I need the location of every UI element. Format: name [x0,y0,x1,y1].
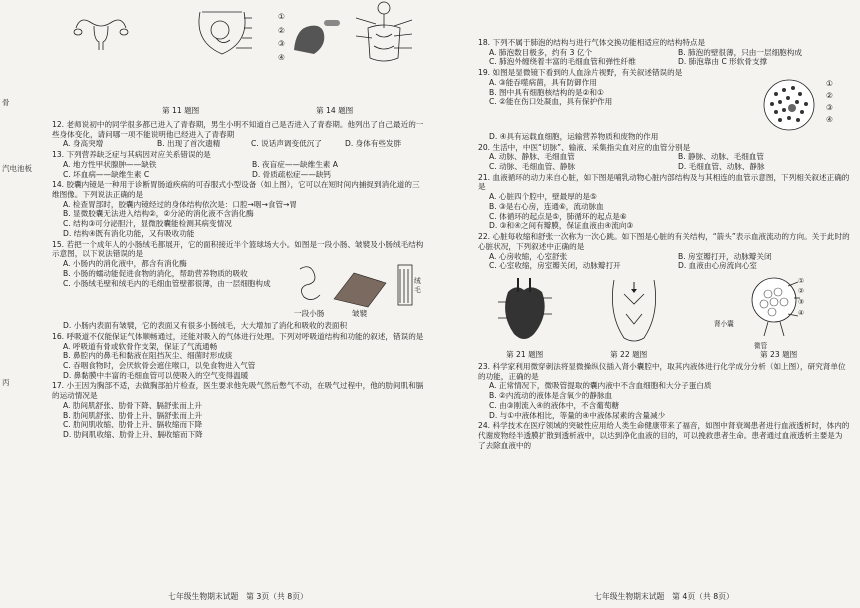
option-b: B. 肺泡的壁很薄，只由一层细胞构成 [678,47,802,57]
option-b: B. 肋间肌舒张、肋骨上升、膈舒张而上升 [63,410,203,420]
figures-row-11-14 [52,0,424,120]
question-stem: 18. 下列不属于肺泡的结构与进行气体交换功能相适应的结构特点是 [478,38,706,47]
fig22-caption: 第 22 题图 [610,349,648,359]
fig-label: 绒毛 [414,277,421,294]
option-a: A. 小肠内的消化液中，都含有消化酶 [63,259,187,269]
question-14 [52,180,424,238]
option-a: A. 心脏四个腔中，壁最厚的是⑤ [489,192,597,202]
option-d: D. 鼻黏膜中丰富的毛细血管可以使吸入的空气变得温暖 [63,370,249,380]
fig11-caption: 第 11 题图 [162,106,200,115]
option-a: A. 肋间肌舒张、肋骨下降、膈舒张而上升 [63,400,202,410]
fig-label: ① [798,276,805,285]
option-c: C. 小肠绒毛壁和绒毛内的毛细血管壁都很薄，由一层细胞构成 [63,278,271,288]
option-d: D. 肺泡靠由 C 形软骨支撑 [678,57,768,67]
fig21-caption: 第 21 题图 [506,349,544,359]
question-stem: 16. 呼吸道不仅能保证气体顺畅通过，还能对吸入的气体进行处理。下列对呼吸道结构和功能的叙述，错误的是 [52,331,424,341]
right-page [478,0,850,608]
option-a: A. 身高突增 [63,139,104,149]
option-b: B. 静脉、动脉、毛细血管 [678,152,764,162]
question-24 [478,421,850,450]
question-stem: 24. 科学技术在医疗领域的突破性应用给人类生命健康带来了福音，如图中肾衰竭患者进行血液透析时，体内的代谢废物经半透膜扩散到透析液中，以达到净化血液的目的，可以挽救患者生命。患者通过血液透析主要是为了去除血液中的 [478,421,850,450]
option-a: A. 动脉、静脉、毛细血管 [489,152,575,162]
fig19-labels [826,78,833,127]
female-reproductive-figure [70,6,132,54]
option-d: D. 毛细血管、动脉、静脉 [678,162,765,172]
question-13 [52,150,424,179]
option-b: B. 显微胶囊无法进入结构②，②分泌的消化液不含消化酶 [63,209,254,219]
option-d: D. ④具有运载血细胞，运输营养物质和废物的作用 [489,131,659,141]
question-19 [478,68,850,141]
digestive-system-figure [350,0,418,66]
option-c: C. 肺泡外缠绕着丰富的毛细血管和弹性纤维 [489,57,636,67]
option-d: D. 小肠内表面有皱襞，它的表面又有很多小肠绒毛，大大增加了消化和吸收的表面积 [63,321,348,331]
fig-label: ③ [826,103,833,113]
question-16 [52,332,424,381]
option-c: C. 说话声调变低沉了 [251,139,322,149]
option-b: B. 出现了首次遗精 [157,139,221,149]
nephron-figure [728,272,808,348]
option-b: B. ②内流动的液体是含氧少的静脉血 [489,391,613,401]
option-c: C. 吞咽食物时，会厌软骨会遮住喉口，以免食物进入气管 [63,360,256,370]
page-footer: 七年级生物期末试题 第 4页（共 8页） [594,592,734,602]
option-c: C. 由③刚流入④的液体中，不含葡萄糖 [489,400,620,410]
question-18 [478,38,850,67]
option-c: C. ②能在伤口处凝血，具有保护作用 [489,97,613,107]
option-a: A. 心房收缩，心室舒张 [489,251,568,261]
option-c: C. 坏血病——缺维生素 C [63,169,150,179]
question-15 [52,240,424,331]
fig-label: 一段小肠 [294,309,325,319]
question-stem: 21. 血液循环的动力来自心脏，如下图是哺乳动物心脏内部结构及与其相连的血管示意图，下列相关叙述正确的是 [478,172,850,192]
blood-smear-drawing [762,78,824,132]
margin-note: 汽电池板 [2,164,32,173]
question-stem: 22. 心脏每收缩和舒张一次称为一次心跳。如下图是心脏的有关结构，“箭头”表示血液流动的方向。关于此时的心脏状况，下列叙述中正确的是 [478,232,850,251]
fetus-figure [192,2,254,58]
fig-label: 肾小囊 [714,319,734,328]
option-d: D. 骨质疏松症——缺钙 [252,169,332,179]
option-b: B. 鼻腔内的鼻毛和黏液在阻挡灰尘、细菌时形成痰 [63,351,233,361]
question-22 [478,232,850,271]
option-c: C. 体循环的起点是⑤，肺循环的起点是⑥ [489,211,627,221]
question-stem: 13. 下列营养缺乏症与其病因对应关系错误的是 [52,150,211,160]
fig14-caption: 第 14 题图 [316,106,354,115]
option-a: A. ③能吞噬病菌，具有防御作用 [489,77,597,87]
fig23-caption: 第 23 题图 [760,349,798,359]
option-b: B. 小肠的蠕动能促进食物的消化，帮助营养物质的吸收 [63,268,248,278]
question-stem: 19. 如图是显微镜下看到的人血涂片视野，有关叙述错误的是 [478,68,683,78]
margin-note: 丙 [2,378,10,387]
fig-label: ③ [278,39,285,49]
question-stem: 15. 若把一个成年人的小肠绒毛都展开，它的面积接近半个篮球场大小。如图是一段小肠、皱襞及小肠绒毛结构示意图，以下说法错误的是 [52,239,424,259]
option-c: C. 结构③可分泌胆汁，显微胶囊能检测其病变情况 [63,219,232,229]
question-20 [478,143,850,172]
margin-note: 骨 [2,98,10,107]
option-d: D. 肋间肌收缩、肋骨上升、膈收缩而下降 [63,429,203,439]
fig23-labels [798,276,804,318]
option-b: B. 房室瓣打开，动脉瓣关闭 [678,251,772,261]
option-a: A. 呼吸道有骨或软骨作支架，保证了气流通畅 [63,341,218,351]
option-d: D. 血液由心房流向心室 [678,261,758,271]
fig-label: ④ [826,115,833,125]
fig-label: ④ [798,308,805,317]
option-b: B. ③是右心房，连通⑥，流动脉血 [489,201,604,211]
fig-label: ① [826,78,833,88]
fig-label: ② [826,91,833,101]
question-stem: 14. 胶囊内镜是一种用于诊断胃肠道疾病的可吞服式小型设备（如上图），它可以在短时间内捕捉到消化道的三维图像。下列说法正确的是 [52,180,420,200]
option-b: B. 夜盲症——缺维生素 A [252,159,338,169]
option-b: B. 图中具有细胞核结构的是②和① [489,87,604,97]
fig-label: 微管 [754,341,768,350]
fig-label: ④ [278,53,285,63]
heart-valve-figure [604,274,664,346]
fig-label: ② [278,25,285,35]
option-a: A. 检查胃部时，胶囊内镜经过的身体结构依次是：口腔→咽→食管→胃 [63,199,298,209]
question-21 [478,173,850,231]
question-stem: 23. 科学家利用微穿刺法将显微操纵仪插入肾小囊腔中，取其内液体进行化学成分分析（如上图），研究肾单位的功能，正确的是 [478,361,846,381]
left-page [52,0,424,608]
small-intestine-figure [294,259,424,321]
question-stem: 17. 小王因为胸部不适，去做胸部拍片检查，医生要求他先吸气然后憋气不动，在吸气过程中，他的肋间肌和膈的运动情况是 [52,381,424,401]
fig-label: ① [278,12,285,21]
fig-label: 皱襞 [352,309,368,319]
fig-label: ② [798,287,805,296]
figures-row-21-23 [478,272,850,362]
question-23 [478,362,850,420]
option-c: C. 心室收缩，房室瓣关闭，动脉瓣打开 [489,261,621,271]
option-c: C. 肋间肌收缩、肋骨上升、膈收缩而下降 [63,420,203,430]
fig-label: ③ [798,298,805,306]
option-d: D. 结构④既有消化功能，又有吸收功能 [63,228,195,238]
fig11-labels [278,12,286,63]
question-stem: 20. 生活中，中医“切脉”、输液、采集指尖血对应的血管分别是 [478,142,691,152]
option-d: D. 身体有些发胖 [345,139,402,149]
question-stem: 12. 老师说初中的同学很多都已进入了青春期，男生小明不知道自己是否进入了青春期。他列出了自己最近的一些身体变化，请问哪一项不能说明他已经进入了青春期 [52,120,424,139]
option-c: C. 动脉、毛细血管、静脉 [489,162,576,172]
question-17 [52,381,424,439]
blood-smear-figure [762,78,850,132]
option-a: A. 地方性甲状腺肿——缺铁 [63,159,157,169]
intestine-villi-drawing [294,259,424,311]
option-a: A. 肺泡数目极多，约有 3 亿个 [489,47,593,57]
option-d: D. 与①中液体相比，等量的④中液体尿素的含量减少 [489,410,666,420]
option-d: D. ③和④之间有瓣膜，保证血液由④流向③ [489,221,634,231]
capsule-hand-figure [288,10,346,58]
option-a: A. 正常情况下，微吸管提取的囊内液中不含血细胞和大分子蛋白质 [489,381,712,391]
page-footer: 七年级生物期末试题 第 3页（共 8页） [168,592,308,602]
heart-figure [494,274,556,346]
question-12 [52,120,424,149]
